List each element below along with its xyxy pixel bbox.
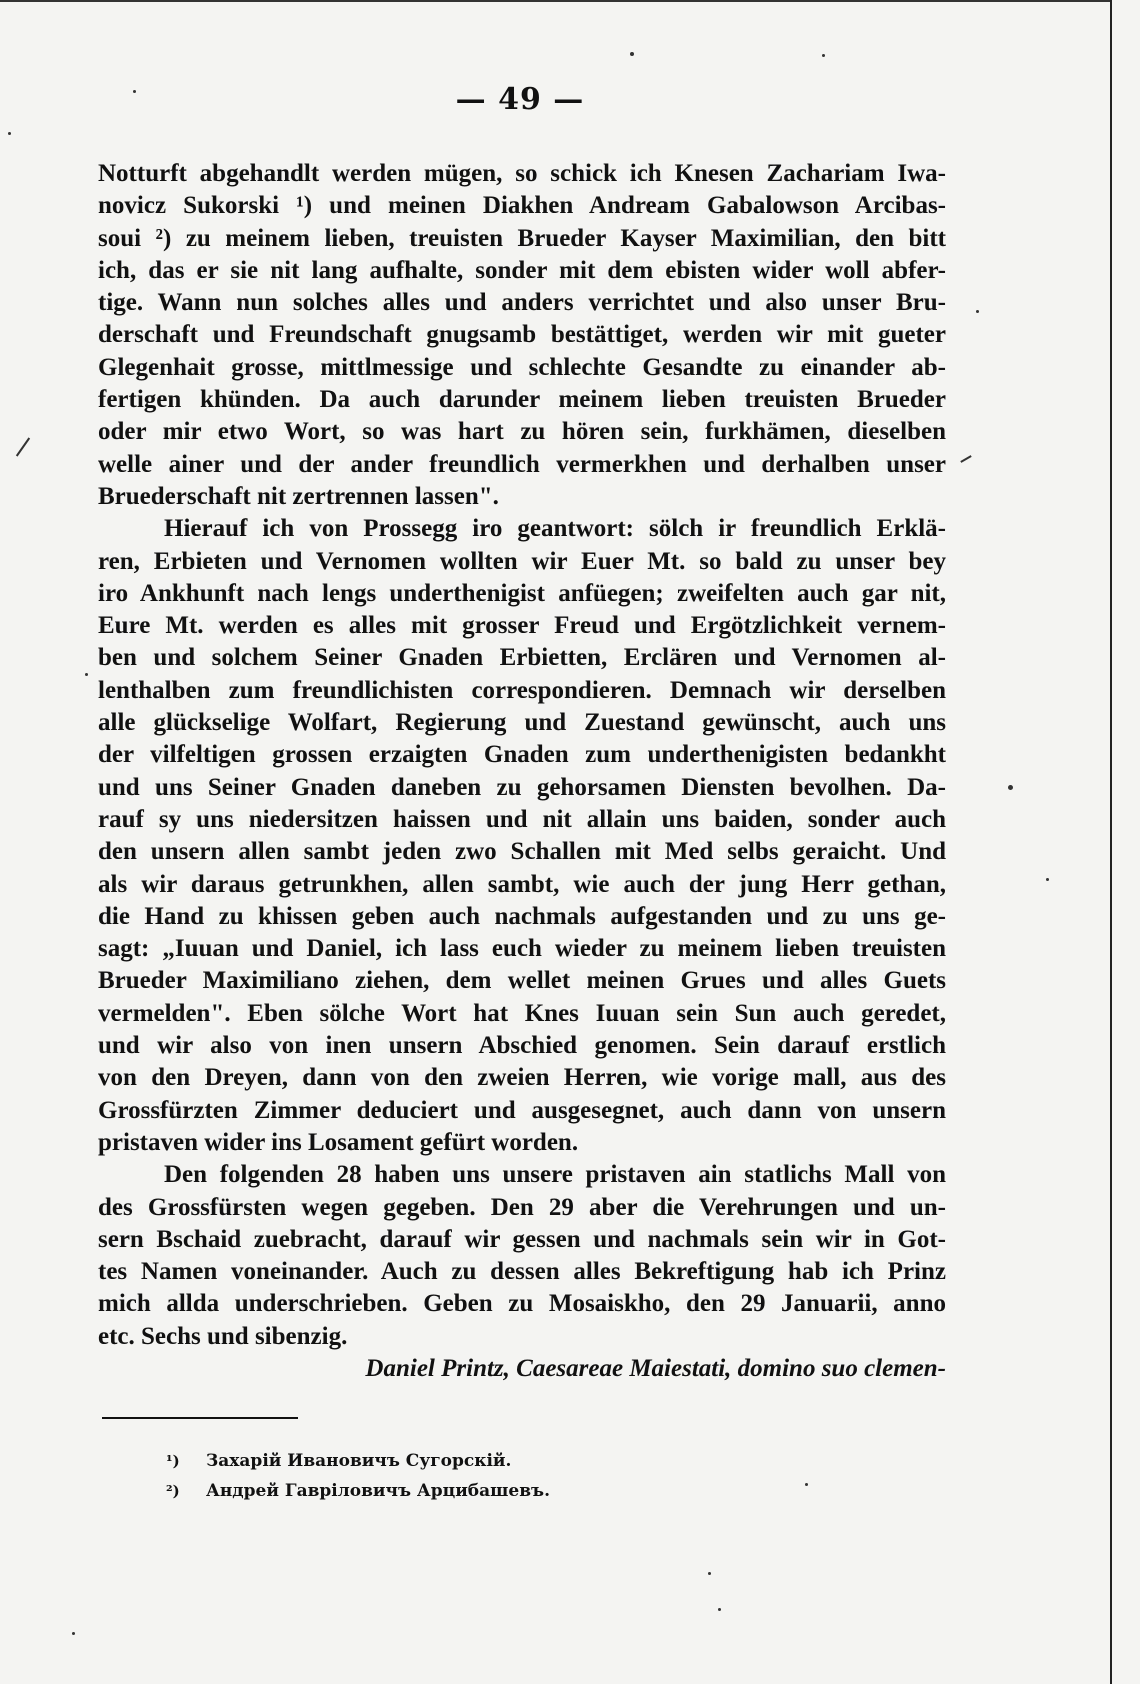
text-line: von den Dreyen, dann von den zweien Herren, wie vorige mall, aus des xyxy=(98,1064,946,1092)
text-line: und wir also von inen unsern Abschied genomen. Sein darauf erstlich xyxy=(98,1032,946,1060)
text-line: Glegenhait grosse, mittlmessige und schlechte Gesandte zu einander ab- xyxy=(98,353,946,381)
text-line: oder mir etwo Wort, so was hart zu hören sein, furkhämen, dieselben xyxy=(98,418,946,446)
text-line: rauf sy uns niedersitzen haissen und nit allain uns baiden, sonder auch xyxy=(98,805,946,833)
page-number: — 49 — xyxy=(455,82,585,117)
text-line: Notturft abgehandlt werden mügen, so schick ich Knesen Zachariam Iwa- xyxy=(98,160,946,187)
main-text xyxy=(98,158,946,1385)
scan-speck xyxy=(630,52,634,56)
scan-speck xyxy=(133,90,136,93)
text-line: den unsern allen sambt jeden zwo Schallen mit Med selbs geraicht. Und xyxy=(98,838,946,866)
text-line: tes Namen voneinander. Auch zu dessen alles Bekreftigung hab ich Prinz xyxy=(98,1258,946,1286)
scan-speck xyxy=(822,54,825,57)
footnotes xyxy=(166,1446,550,1506)
scan-speck xyxy=(85,673,88,676)
text-line: als wir daraus getrunkhen, allen sambt, wie auch der jung Herr gethan, xyxy=(98,870,946,898)
text-line: soui ²) zu meinem lieben, treuisten Brueder Kayser Maximilian, den bitt xyxy=(98,224,946,252)
text-line: sern Bschaid zuebracht, darauf wir gessen und nachmals sein wir in Got- xyxy=(98,1225,946,1253)
text-line: Eure Mt. werden es alles mit grosser Freud und Ergötzlichkeit vernem- xyxy=(98,612,946,640)
text-line: novicz Sukorski ¹) und meinen Diakhen Andream Gabalowson Arcibas- xyxy=(98,192,946,220)
footnote xyxy=(166,1476,550,1506)
text-line: welle ainer und der ander freundlich vermerkhen und derhalben unser xyxy=(98,450,946,478)
text-line: Brueder Maximiliano ziehen, dem wellet meinen Grues und alles Guets xyxy=(98,967,946,995)
footnote-text: Андрей Гаврiловичъ Арцибашевъ. xyxy=(206,1481,551,1501)
text-line: Grossfürzten Zimmer deduciert und ausgesegnet, auch dann von unsern xyxy=(98,1096,946,1124)
footnote-text: Захарій Ивановичъ Сугорскій. xyxy=(206,1451,512,1471)
text-line: tige. Wann nun solches alles und anders verrichtet und also unser Bru- xyxy=(98,289,946,317)
text-line: fertigen khünden. Da auch darunder meinem lieben treuisten Brueder xyxy=(98,386,946,414)
footnote-mark: ¹) xyxy=(166,1452,180,1470)
text-line: pristaven wider ins Losament gefürt worden. xyxy=(98,1128,579,1156)
text-line: derschaft und Freundschaft gnugsamb bestättiget, werden wir mit gueter xyxy=(98,321,946,349)
text-line: Bruederschaft nit zertrennen lassen". xyxy=(98,482,499,510)
text-line: sagt: „Iuuan und Daniel, ich lass euch wieder zu meinem lieben treuisten xyxy=(98,935,946,963)
scan-speck xyxy=(1046,878,1049,881)
text-line: ich, das er sie nit lang aufhalte, sonder mit dem ebisten wider woll abfer- xyxy=(98,256,946,284)
scan-speck xyxy=(805,1483,808,1486)
text-line: die Hand zu khissen geben auch nachmals aufgestanden und zu uns ge- xyxy=(98,902,946,930)
page-top-edge xyxy=(0,0,1112,2)
text-line: vermelden". Eben sölche Wort hat Knes Iuuan sein Sun auch geredet, xyxy=(98,999,946,1027)
scan-speck xyxy=(8,132,11,135)
scan-mark xyxy=(960,455,971,463)
scan-speck xyxy=(72,1632,75,1635)
footnote-divider xyxy=(102,1417,298,1419)
text-line: der vilfeltigen grossen erzaigten Gnaden zum underthenigisten bedankht xyxy=(98,741,946,769)
text-line: lenthalben zum freundlichisten correspondieren. Demnach wir derselben xyxy=(98,676,946,704)
text-line: iro Ankhunft nach lengs underthenigist anfüegen; zweifelten auch gar nit, xyxy=(98,579,946,607)
footnote xyxy=(166,1446,550,1476)
text-line: ren, Erbieten und Vernomen wollten wir Euer Mt. so bald zu unser bey xyxy=(98,547,946,575)
text-line: etc. Sechs und sibenzig. xyxy=(98,1322,348,1350)
text-line: ben und solchem Seiner Gnaden Erbietten, Erclären und Vernomen al- xyxy=(98,644,946,672)
text-line: mich allda underschrieben. Geben zu Mosaiskho, den 29 Januarii, anno xyxy=(98,1290,946,1318)
scan-speck xyxy=(718,1608,721,1611)
scan-speck xyxy=(976,310,979,313)
text-line: Den folgenden 28 haben uns unsere pristaven ain statlichs Mall von xyxy=(164,1161,946,1189)
text-line: des Grossfürsten wegen gegeben. Den 29 aber die Verehrungen und un- xyxy=(98,1193,946,1221)
text-line: alle glückselige Wolfart, Regierung und Zuestand gewünscht, auch uns xyxy=(98,709,946,737)
page-right-edge xyxy=(1110,0,1112,1684)
text-line: und uns Seiner Gnaden daneben zu gehorsamen Diensten bevolhen. Da- xyxy=(98,773,946,801)
scan-mark xyxy=(16,437,30,456)
signature-line: Daniel Printz, Caesareae Maiestati, domino suo clemen- xyxy=(365,1354,946,1382)
text-line: Hierauf ich von Prossegg iro geantwort: sölch ir freundlich Erklä- xyxy=(164,515,946,543)
footnote-mark: ²) xyxy=(166,1482,180,1500)
scan-speck xyxy=(1008,785,1013,790)
scan-speck xyxy=(708,1572,711,1575)
